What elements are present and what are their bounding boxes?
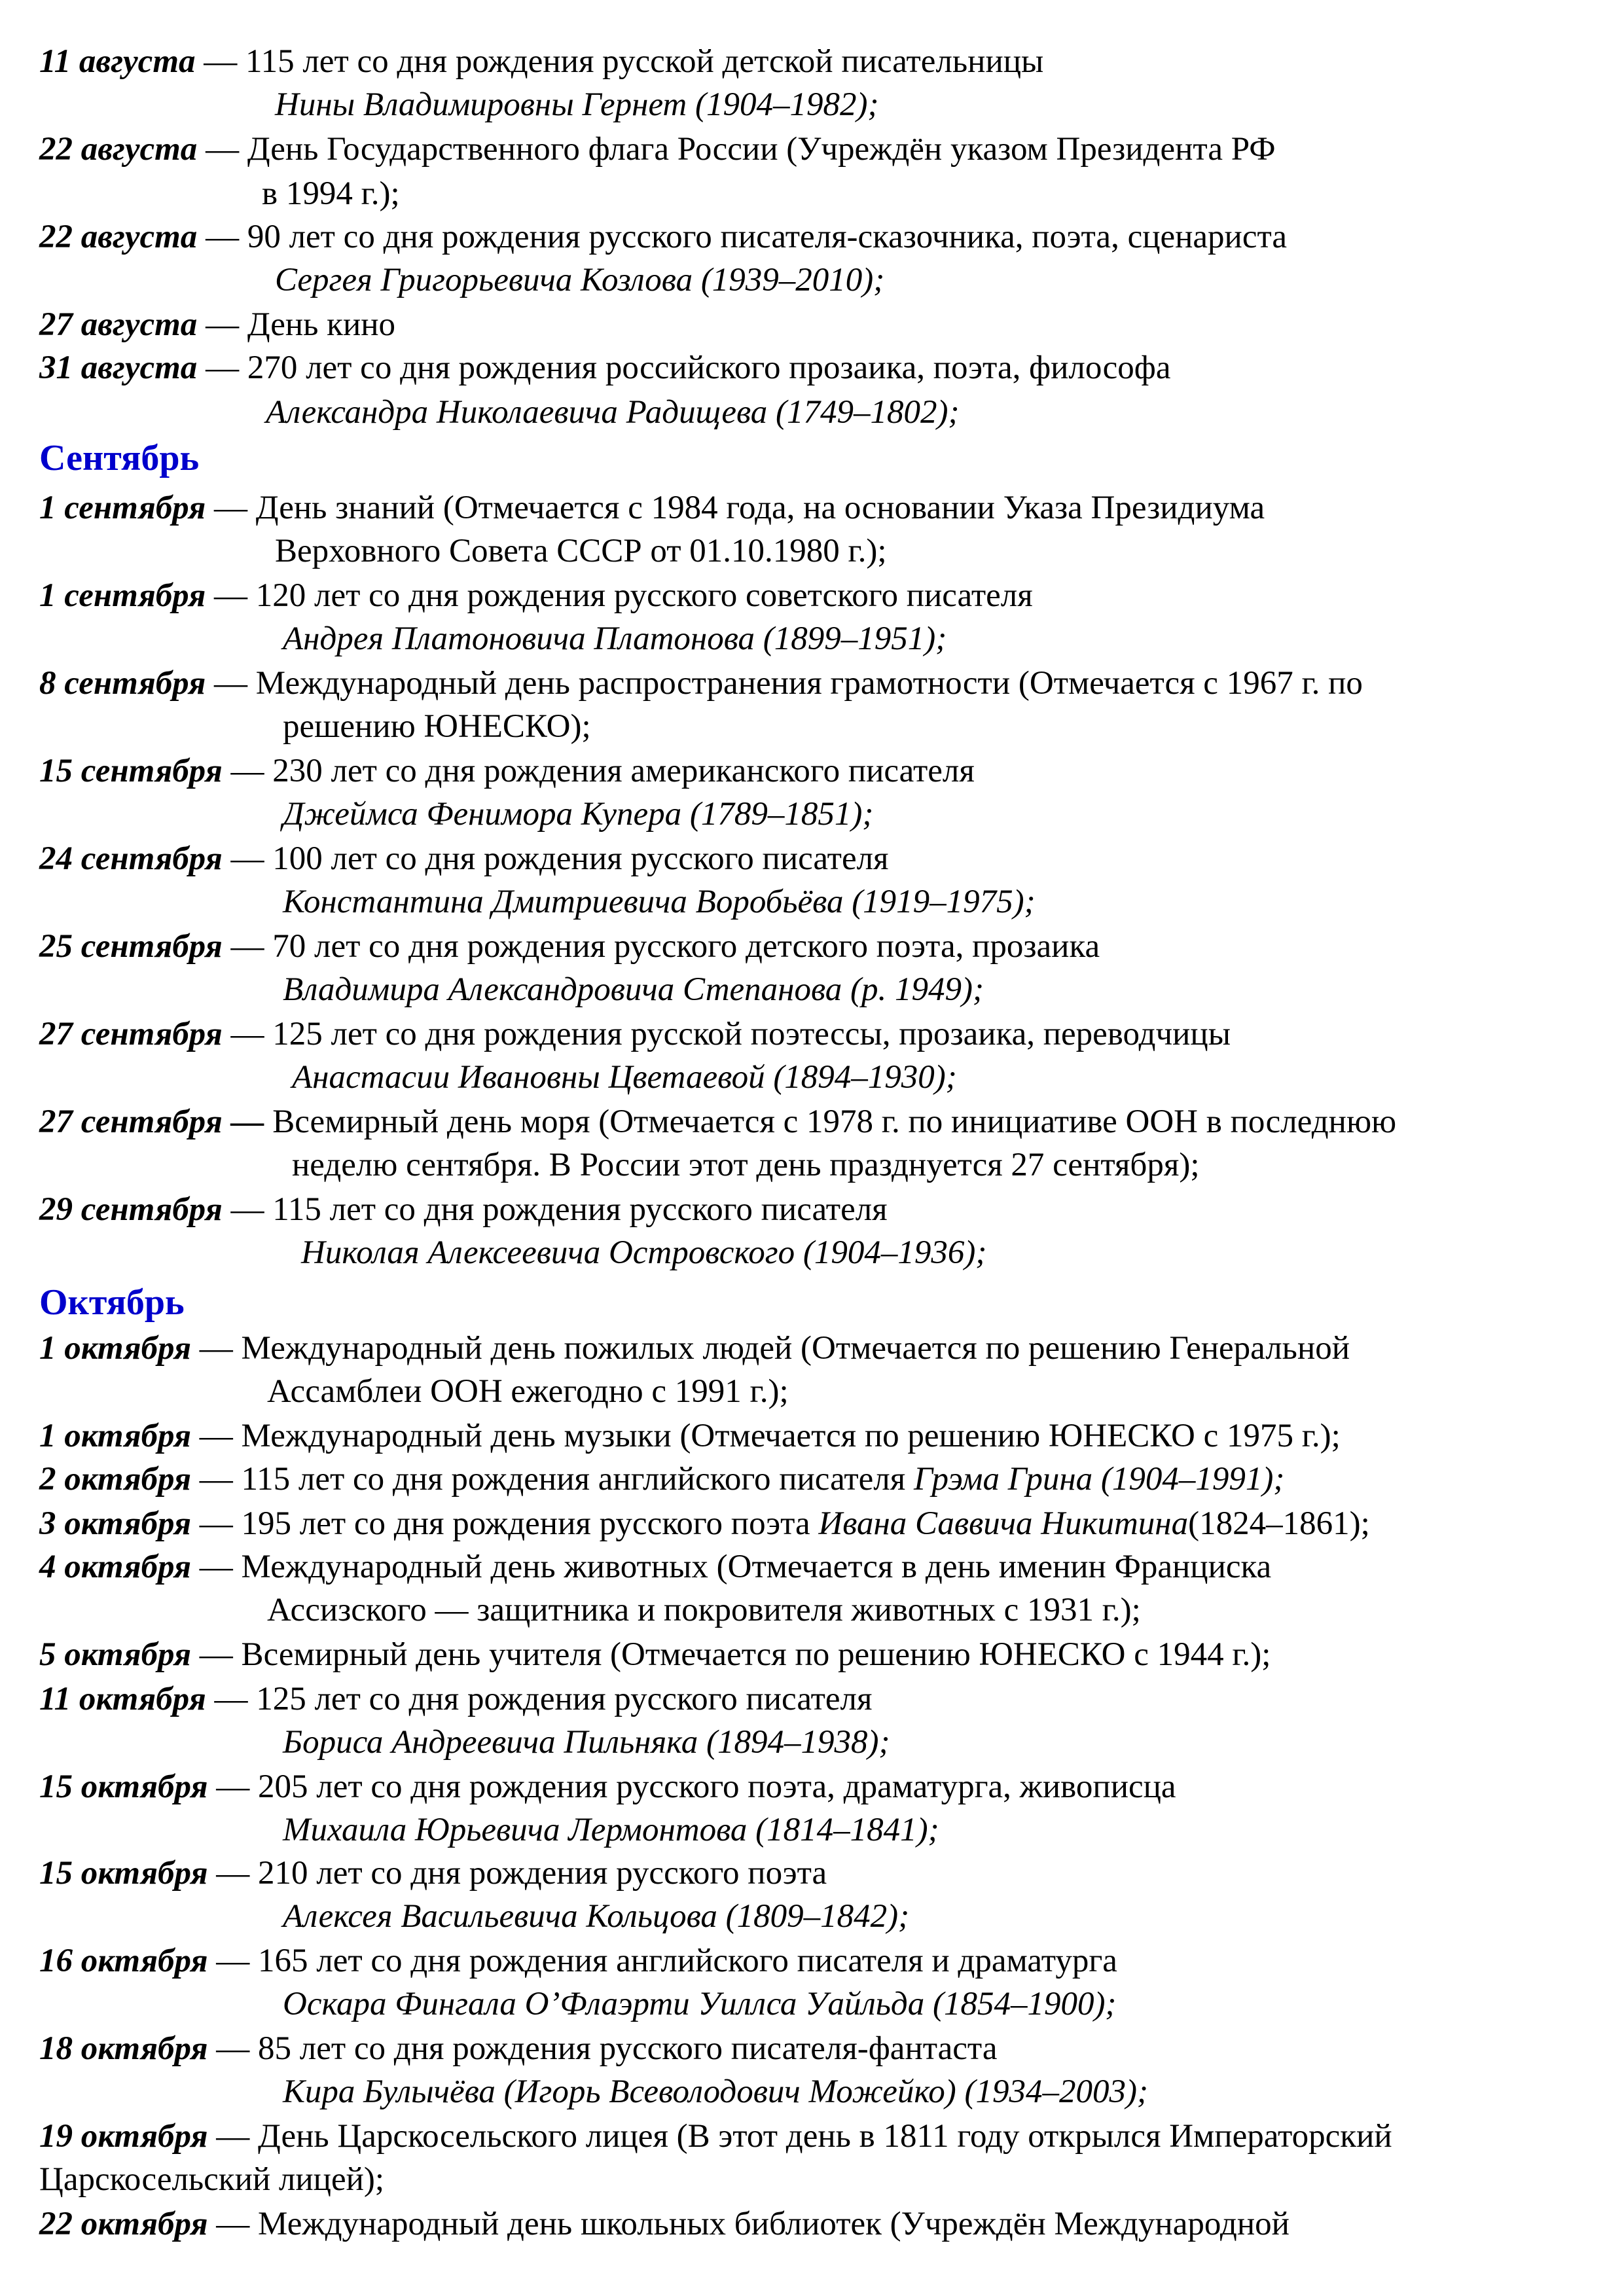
name-text: Владимира Александровича Степанова (р. 1949); xyxy=(283,971,984,1008)
name-text: Джеймса Фенимора Купера (1789–1851); xyxy=(283,796,874,833)
name-text: Нины Владимировны Гернет (1904–1982); xyxy=(275,86,879,123)
list-item xyxy=(39,41,1043,82)
description-text: Ассизского — защитника и покровителя животных с 1931 г.); xyxy=(267,1592,1141,1628)
list-item xyxy=(39,487,1265,529)
list-item xyxy=(283,618,947,660)
date-text: 1 октября xyxy=(39,1418,192,1454)
description-text: — День Государственного флага России (Учреждён указом Президента РФ xyxy=(197,131,1276,168)
list-item xyxy=(39,662,1363,704)
description-text: — День кино xyxy=(197,306,396,343)
list-item xyxy=(39,1327,1350,1369)
description-text: — 115 лет со дня рождения русской детской писательницы xyxy=(195,43,1044,80)
date-text: 27 сентября xyxy=(39,1016,223,1052)
date-text: 22 августа xyxy=(39,219,198,255)
list-item xyxy=(39,750,975,792)
list-item xyxy=(39,1503,1370,1545)
list-item xyxy=(39,128,1276,170)
list-item xyxy=(39,216,1287,258)
date-text: 11 октября xyxy=(39,1681,206,1717)
list-item xyxy=(266,391,959,433)
list-item xyxy=(283,2071,1148,2113)
description-text: — 70 лет со дня рождения русского детского поэта, прозаика xyxy=(222,928,1100,965)
name-text: Андрея Платоновича Платонова (1899–1951); xyxy=(283,620,947,657)
description-text: — 85 лет со дня рождения русского писателя-фантаста xyxy=(208,2030,998,2067)
list-item xyxy=(39,1940,1117,1982)
name-text: Александра Николаевича Радищева (1749–1802); xyxy=(266,394,960,431)
description-text: — 195 лет со дня рождения русского поэта xyxy=(191,1505,819,1542)
name-text: Кира Булычёва (Игорь Всеволодович Можейко) (1934–2003); xyxy=(283,2073,1148,2110)
date-text: 18 октября xyxy=(39,2030,208,2067)
description-text: Верховного Совета СССР от 01.10.1980 г.); xyxy=(275,533,887,569)
description-text: — 230 лет со дня рождения американского писателя xyxy=(222,753,975,789)
list-item xyxy=(39,2115,1392,2157)
list-item xyxy=(39,2159,384,2200)
name-text: Анастасии Ивановны Цветаевой (1894–1930); xyxy=(292,1059,957,1096)
date-text: 1 сентября xyxy=(39,490,206,526)
description-text: — Международный день распространения грамотности (Отмечается с 1967 г. по xyxy=(206,665,1363,702)
description-text: (1824–1861); xyxy=(1188,1505,1370,1542)
list-item xyxy=(39,1852,827,1894)
description-text: — 120 лет со дня рождения русского советского писателя xyxy=(206,577,1033,614)
description-text: — Международный день пожилых людей (Отмечается по решению Генеральной xyxy=(191,1330,1350,1367)
section-heading-september: Сентябрь xyxy=(39,438,200,478)
description-text: — Международный день школьных библиотек (Учреждён Международной xyxy=(208,2206,1290,2242)
date-text: 24 сентября xyxy=(39,840,223,877)
list-item xyxy=(39,1546,1271,1588)
description-text: — День знаний (Отмечается с 1984 года, на основании Указа Президиума xyxy=(206,490,1265,526)
date-text: 8 сентября xyxy=(39,665,206,702)
name-text: Михаила Юрьевича Лермонтова (1814–1841); xyxy=(283,1812,939,1848)
list-item xyxy=(39,1101,1396,1143)
name-text: Алексея Васильевича Кольцова (1809–1842); xyxy=(283,1898,910,1935)
description-text: — Международный день животных (Отмечается в день именин Франциска xyxy=(191,1549,1272,1585)
date-text: 2 октября xyxy=(39,1461,192,1498)
list-item xyxy=(39,1458,1284,1500)
description-text: — 115 лет со дня рождения русского писателя xyxy=(222,1191,888,1228)
description-text: Царскосельский лицей); xyxy=(39,2161,385,2198)
description-text: — 165 лет со дня рождения английского писателя и драматурга xyxy=(208,1943,1117,1979)
list-item xyxy=(283,969,984,1011)
description-text: — 205 лет со дня рождения русского поэта, драматурга, живописца xyxy=(208,1768,1176,1805)
date-text: 27 сентября — xyxy=(39,1103,264,1140)
description-text: Ассамблеи ООН ежегодно с 1991 г.); xyxy=(267,1373,789,1410)
date-text: 11 августа xyxy=(39,43,196,80)
list-item xyxy=(283,1895,909,1937)
date-text: 22 октября xyxy=(39,2206,208,2242)
list-item xyxy=(39,1766,1176,1808)
list-item xyxy=(267,1371,789,1412)
date-text: 16 октября xyxy=(39,1943,208,1979)
list-item xyxy=(39,1415,1341,1457)
description-text: Всемирный день моря (Отмечается с 1978 г. по инициативе ООН в последнюю xyxy=(264,1103,1397,1140)
date-text: 31 августа xyxy=(39,350,198,386)
date-text: 22 августа xyxy=(39,131,198,168)
list-item xyxy=(39,2028,997,2070)
description-text: — 125 лет со дня рождения русской поэтессы, прозаика, переводчицы xyxy=(222,1016,1231,1052)
list-item xyxy=(275,530,887,572)
list-item xyxy=(292,1144,1200,1186)
list-item xyxy=(39,2203,1290,2245)
list-item xyxy=(39,1189,888,1230)
list-item xyxy=(39,304,395,346)
list-item xyxy=(267,1589,1141,1631)
description-text: неделю сентября. В России этот день празднуется 27 сентября); xyxy=(292,1147,1200,1183)
list-item xyxy=(262,173,400,215)
date-text: 3 октября xyxy=(39,1505,192,1542)
date-text: 4 октября xyxy=(39,1549,192,1585)
list-item xyxy=(283,706,591,747)
list-item xyxy=(283,1983,1116,2025)
date-text: 1 октября xyxy=(39,1330,192,1367)
description-text: — 270 лет со дня рождения российского прозаика, поэта, философа xyxy=(197,350,1171,386)
date-text: 29 сентября xyxy=(39,1191,223,1228)
list-item xyxy=(39,925,1100,967)
list-item xyxy=(39,1634,1271,1676)
date-text: 5 октября xyxy=(39,1636,192,1673)
name-text: Сергея Григорьевича Козлова (1939–2010); xyxy=(275,262,885,298)
name-text: Грэма Грина (1904–1991); xyxy=(913,1461,1285,1498)
list-item xyxy=(283,1809,939,1851)
name-text: Ивана Саввича Никитина xyxy=(818,1505,1189,1542)
description-text: — День Царскосельского лицея (В этот день в 1811 году открылся Императорский xyxy=(208,2118,1392,2155)
list-item xyxy=(39,1678,872,1720)
description-text: — 115 лет со дня рождения английского писателя xyxy=(191,1461,914,1498)
date-text: 15 октября xyxy=(39,1768,208,1805)
date-text: 19 октября xyxy=(39,2118,208,2155)
section-heading-october: Октябрь xyxy=(39,1282,185,1323)
description-text: в 1994 г.); xyxy=(262,175,400,212)
name-text: Бориса Андреевича Пильняка (1894–1938); xyxy=(283,1724,890,1761)
list-item xyxy=(275,84,878,126)
date-text: 27 августа xyxy=(39,306,198,343)
description-text: — Всемирный день учителя (Отмечается по решению ЮНЕСКО с 1944 г.); xyxy=(191,1636,1271,1673)
list-item xyxy=(292,1056,957,1098)
description-text: — 125 лет со дня рождения русского писателя xyxy=(206,1681,873,1717)
date-text: 15 сентября xyxy=(39,753,223,789)
list-item xyxy=(301,1232,986,1274)
list-item xyxy=(283,1721,890,1763)
list-item xyxy=(283,793,873,835)
description-text: — 210 лет со дня рождения русского поэта xyxy=(208,1855,827,1892)
list-item xyxy=(283,881,1036,923)
date-text: 25 сентября xyxy=(39,928,223,965)
list-item xyxy=(39,347,1170,389)
name-text: Оскара Фингала О’Флаэрти Уиллса Уайльда (1854–1900); xyxy=(283,1986,1117,2022)
description-text: — Международный день музыки (Отмечается по решению ЮНЕСКО с 1975 г.); xyxy=(191,1418,1341,1454)
list-item xyxy=(39,1013,1231,1055)
date-text: 15 октября xyxy=(39,1855,208,1892)
date-text: 1 сентября xyxy=(39,577,206,614)
list-item xyxy=(275,259,884,301)
description-text: решению ЮНЕСКО); xyxy=(283,708,591,745)
list-item xyxy=(39,575,1033,617)
name-text: Константина Дмитриевича Воробьёва (1919–1975); xyxy=(283,884,1036,920)
name-text: Николая Алексеевича Островского (1904–1936); xyxy=(301,1234,987,1271)
description-text: — 100 лет со дня рождения русского писателя xyxy=(222,840,889,877)
description-text: — 90 лет со дня рождения русского писателя-сказочника, поэта, сценариста xyxy=(197,219,1288,255)
list-item xyxy=(39,838,889,880)
